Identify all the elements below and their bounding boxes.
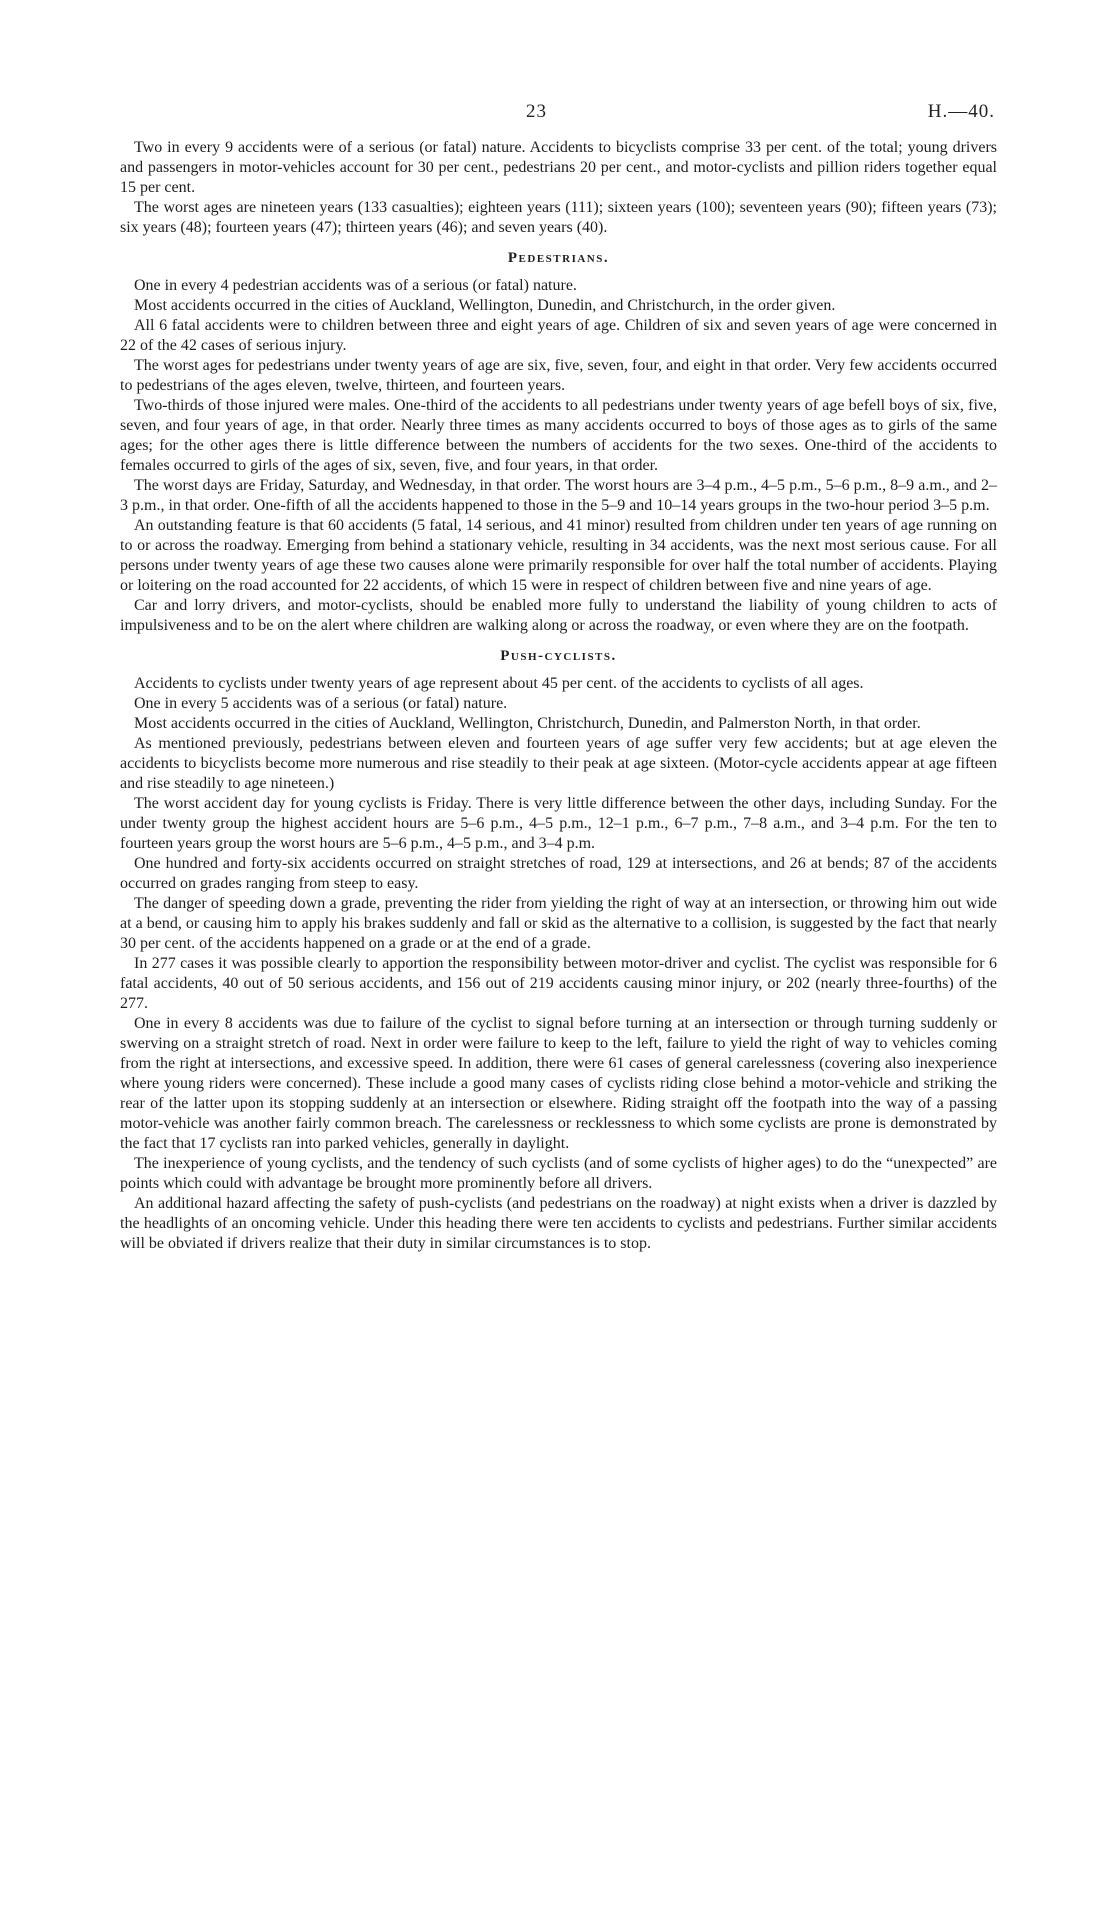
pedestrians-paragraph: Two-thirds of those injured were males. One-third of the accidents to all pedestrians under twenty years of age befell boys of six, five, seven, and four years of age, in that order. Nearly three times as many accidents occurred to boys of those ages as to girls of the same ages; for the other ages there is little difference between the numbers of accidents for the two sexes. One-third of the accidents to females occurred to girls of the ages of six, seven, five, and four years, in that order.	[120, 397, 997, 474]
pedestrians-paragraph: The worst ages for pedestrians under twenty years of age are six, five, seven, four, and eight in that order. Very few accidents occurred to pedestrians of the ages eleven, twelve, thirteen, and fourteen years.	[120, 357, 997, 394]
push-cyclists-paragraph: Most accidents occurred in the cities of Auckland, Wellington, Christchurch, Dunedin, and Palmerston North, in that order.	[134, 715, 921, 732]
push-cyclists-paragraph: An additional hazard affecting the safety of push-cyclists (and pedestrians on the roadway) at night exists when a driver is dazzled by the headlights of an oncoming vehicle. Under this heading there were ten accidents to cyclists and pedestrians. Further similar accidents will be obviated if drivers realize that their duty in similar circumstances is to stop.	[120, 1195, 997, 1252]
intro-paragraph: Two in every 9 accidents were of a serious (or fatal) nature. Accidents to bicyclists comprise 33 per cent. of the total; young drivers and passengers in motor-vehicles account for 30 per cent., pedestrians 20 per cent., and motor-cyclists and pillion riders together equal 15 per cent.	[120, 139, 997, 196]
push-cyclists-paragraph: The inexperience of young cyclists, and the tendency of such cyclists (and of some cyclists of higher ages) to do the “unexpected” are points which could with advantage be brought more prominently before all drivers.	[120, 1155, 997, 1192]
report-code: H.—40.	[927, 101, 995, 122]
push-cyclists-paragraph: Accidents to cyclists under twenty years of age represent about 45 per cent. of the accidents to cyclists of all ages.	[134, 675, 864, 692]
push-cyclists-paragraph: The worst accident day for young cyclists is Friday. There is very little difference between the other days, including Sunday. For the under twenty group the highest accident hours are 5–6 p.m., 4–5 p.m., 12–1 p.m., 6–7 p.m., 7–8 a.m., and 3–4 p.m. For the ten to fourteen years group the worst hours are 5–6 p.m., 4–5 p.m., and 3–4 p.m.	[120, 795, 997, 852]
section-heading-push-cyclists: Push-cyclists.	[500, 648, 617, 664]
running-header	[120, 98, 997, 138]
push-cyclists-paragraph: One in every 8 accidents was due to failure of the cyclist to signal before turning at an intersection or through turning suddenly or swerving on a straight stretch of road. Next in order were failure to keep to the left, failure to yield the right of way to vehicles coming from the right at intersections, and excessive speed. In addition, there were 61 cases of general carelessness (covering also inexperience where young riders were concerned). These include a good many cases of cyclists riding close behind a motor-vehicle and striking the rear of the latter upon its stopping suddenly at an intersection or elsewhere. Riding straight off the footpath into the way of a passing motor-vehicle was another fairly common breach. The carelessness or recklessness to which some cyclists are prone is demonstrated by the fact that 17 cyclists ran into parked vehicles, generally in daylight.	[120, 1015, 997, 1152]
push-cyclists-paragraph: In 277 cases it was possible clearly to apportion the responsibility between motor-driver and cyclist. The cyclist was responsible for 6 fatal accidents, 40 out of 50 serious accidents, and 156 out of 219 accidents causing minor injury, or 202 (nearly three-fourths) of the 277.	[120, 955, 997, 1012]
section-heading-pedestrians: Pedestrians.	[507, 250, 610, 266]
push-cyclists-paragraph: One in every 5 accidents was of a serious (or fatal) nature.	[134, 695, 508, 712]
intro-section	[120, 138, 997, 238]
push-cyclists-section	[120, 646, 997, 1254]
push-cyclists-paragraph: As mentioned previously, pedestrians between eleven and fourteen years of age suffer very few accidents; but at age eleven the accidents to bicyclists become more numerous and rise steadily to their peak at age sixteen. (Motor-cycle accidents appear at age fifteen and rise steadily to age nineteen.)	[120, 735, 997, 792]
pedestrians-paragraph: The worst days are Friday, Saturday, and Wednesday, in that order. The worst hours are 3–4 p.m., 4–5 p.m., 5–6 p.m., 8–9 a.m., and 2–3 p.m., in that order. One-fifth of all the accidents happened to those in the 5–9 and 10–14 years groups in the two-hour period 3–5 p.m.	[120, 477, 997, 514]
intro-paragraph: The worst ages are nineteen years (133 casualties); eighteen years (111); sixteen years (100); seventeen years (90); fifteen years (73); six years (48); fourteen years (47); thirteen years (46); and seven years (40).	[120, 199, 997, 236]
pedestrians-paragraph: One in every 4 pedestrian accidents was of a serious (or fatal) nature.	[134, 277, 577, 294]
page-number: 23	[526, 101, 547, 122]
push-cyclists-paragraph: One hundred and forty-six accidents occurred on straight stretches of road, 129 at intersections, and 26 at bends; 87 of the accidents occurred on grades ranging from steep to easy.	[120, 855, 997, 892]
pedestrians-section	[120, 248, 997, 636]
push-cyclists-paragraph: The danger of speeding down a grade, preventing the rider from yielding the right of way at an intersection, or throwing him out wide at a bend, or causing him to apply his brakes suddenly and fall or skid as the alternative to a collision, is suggested by the fact that nearly 30 per cent. of the accidents happened on a grade or at the end of a grade.	[120, 895, 997, 952]
pedestrians-paragraph: Most accidents occurred in the cities of Auckland, Wellington, Dunedin, and Christchurch, in the order given.	[134, 297, 836, 314]
pedestrians-paragraph: Car and lorry drivers, and motor-cyclists, should be enabled more fully to understand the liability of young children to acts of impulsiveness and to be on the alert where children are walking along or across the roadway, or even where they are on the footpath.	[120, 597, 997, 634]
pedestrians-paragraph: An outstanding feature is that 60 accidents (5 fatal, 14 serious, and 41 minor) resulted from children under ten years of age running on to or across the roadway. Emerging from behind a stationary vehicle, resulting in 34 accidents, was the next most serious cause. For all persons under twenty years of age these two causes alone were primarily responsible for over half the total number of accidents. Playing or loitering on the road accounted for 22 accidents, of which 15 were in respect of children between five and nine years of age.	[120, 517, 997, 594]
pedestrians-paragraph: All 6 fatal accidents were to children between three and eight years of age. Children of six and seven years of age were concerned in 22 of the 42 cases of serious injury.	[120, 317, 997, 354]
